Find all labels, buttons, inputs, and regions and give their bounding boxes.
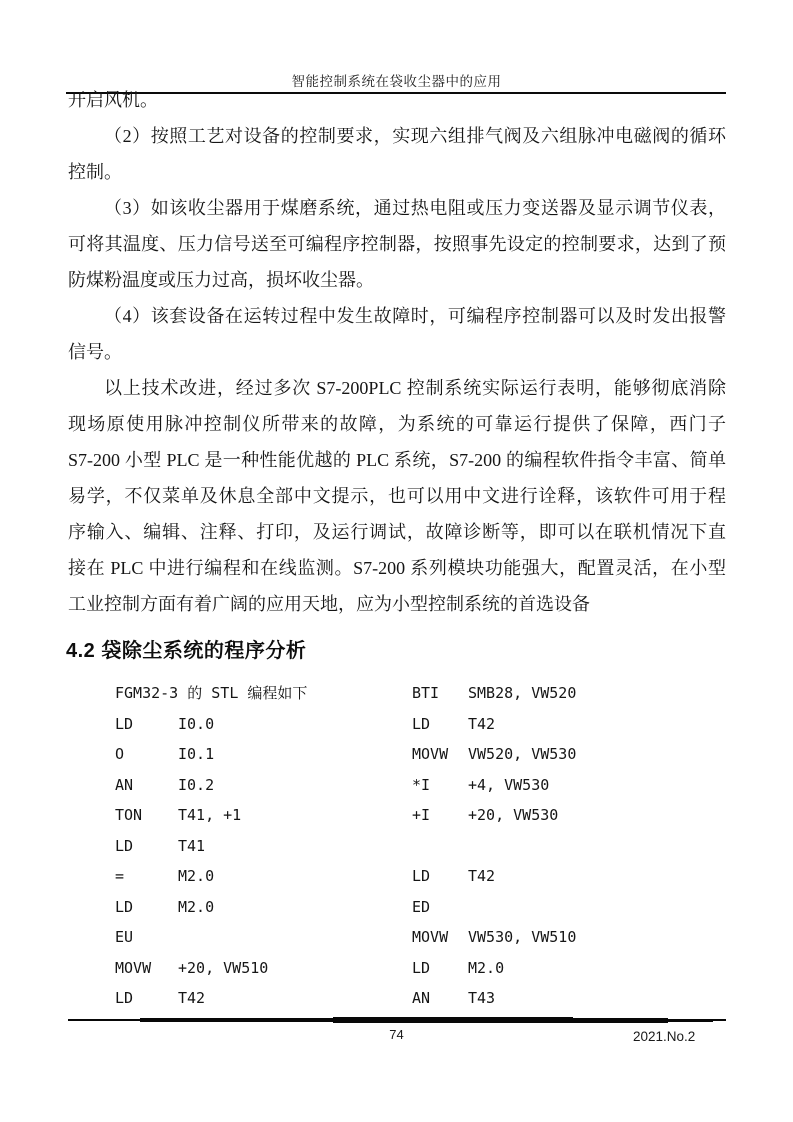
code-operand-right: T43 bbox=[468, 989, 496, 1007]
code-opcode-right: LD bbox=[412, 714, 431, 733]
code-row bbox=[0, 953, 793, 984]
code-opcode-left: LD bbox=[115, 714, 134, 733]
code-operand-left: +20, VW510 bbox=[178, 958, 269, 977]
code-operand-left: I0.1 bbox=[178, 745, 215, 763]
code-opcode-right: BTI bbox=[412, 684, 440, 702]
code-operand-left: T42 bbox=[178, 989, 206, 1007]
code-operand-left: T41 bbox=[178, 836, 206, 855]
body-line: 序输入、编辑、注释、打印，及运行调试，故障诊断等，即可以在联机情况下直 bbox=[68, 522, 726, 542]
code-row bbox=[0, 831, 793, 862]
code-operand-right: M2.0 bbox=[468, 958, 505, 977]
code-row bbox=[0, 770, 793, 801]
section-heading: 4.2 袋除尘系统的程序分析 bbox=[66, 640, 307, 662]
code-operand-left: I0.0 bbox=[178, 714, 215, 733]
code-opcode-right: AN bbox=[412, 989, 431, 1007]
code-opcode-right: LD bbox=[412, 958, 431, 977]
body-line: 现场原使用脉冲控制仪所带来的故障，为系统的可靠运行提供了保障，西门子 bbox=[68, 414, 726, 434]
code-opcode-left: = bbox=[115, 867, 125, 885]
code-opcode-left: LD bbox=[115, 836, 134, 855]
body-line: （2）按照工艺对设备的控制要求，实现六组排气阀及六组脉冲电磁阀的循环 bbox=[104, 126, 726, 146]
code-operand-right: +20, VW530 bbox=[468, 806, 559, 824]
code-opcode-left: LD bbox=[115, 897, 134, 916]
footer-rule bbox=[68, 1015, 726, 1024]
body-line: 信号。 bbox=[68, 342, 122, 362]
code-row bbox=[0, 861, 793, 892]
page-number: 74 bbox=[389, 1027, 404, 1042]
code-operand-left: M2.0 bbox=[178, 897, 215, 916]
body-line: 工业控制方面有着广阔的应用天地，应为小型控制系统的首选设备 bbox=[68, 594, 590, 614]
body-line: 以上技术改进，经过多次 S7-200PLC 控制系统实际运行表明，能够彻底消除 bbox=[104, 378, 726, 398]
footer-rule-segment bbox=[573, 1018, 668, 1023]
code-operand-right: VW520, VW530 bbox=[468, 745, 577, 763]
code-opcode-left: MOVW bbox=[115, 958, 152, 977]
code-row bbox=[0, 983, 793, 1014]
body-line: （3）如该收尘器用于煤磨系统，通过热电阻或压力变送器及显示调节仪表， bbox=[104, 198, 726, 218]
code-opcode-left: TON bbox=[115, 806, 143, 824]
code-opcode-right: MOVW bbox=[412, 745, 449, 763]
footer-rule-segment bbox=[140, 1018, 335, 1022]
body-line: （4）该套设备在运转过程中发生故障时，可编程序控制器可以及时发出报警 bbox=[104, 306, 726, 326]
code-row bbox=[0, 892, 793, 923]
code-opcode-right: +I bbox=[412, 806, 431, 824]
body-line: S7-200 小型 PLC 是一种性能优越的 PLC 系统，S7-200 的编程软件指令丰富、简单 bbox=[68, 450, 726, 470]
footer-rule-segment bbox=[333, 1017, 573, 1023]
code-operand-right: T42 bbox=[468, 867, 496, 885]
stl-code-listing bbox=[0, 678, 793, 1014]
code-opcode-left: LD bbox=[115, 989, 134, 1007]
code-operand-right: SMB28, VW520 bbox=[468, 684, 577, 702]
body-line: 易学，不仅菜单及休息全部中文提示，也可以用中文进行诠释，该软件可用于程 bbox=[68, 486, 726, 506]
code-opcode-left: O bbox=[115, 745, 125, 763]
journal-issue: 2021.No.2 bbox=[633, 1029, 696, 1044]
code-row bbox=[0, 800, 793, 831]
running-header-title: 智能控制系统在袋收尘器中的应用 bbox=[291, 74, 502, 89]
code-opcode-right: LD bbox=[412, 867, 431, 885]
code-operand-left: M2.0 bbox=[178, 867, 215, 885]
body-line: 控制。 bbox=[68, 162, 122, 182]
code-operand-left: T41, +1 bbox=[178, 806, 242, 824]
body-line: 防煤粉温度或压力过高，损坏收尘器。 bbox=[68, 270, 374, 290]
code-row bbox=[0, 922, 793, 953]
body-line: 可将其温度、压力信号送至可编程序控制器，按照事先设定的控制要求，达到了预 bbox=[68, 234, 726, 254]
code-opcode-right: ED bbox=[412, 897, 431, 916]
code-opcode-right: MOVW bbox=[412, 928, 449, 946]
footer-rule-segment bbox=[668, 1019, 713, 1022]
code-opcode-left: EU bbox=[115, 928, 134, 946]
code-intro-label: FGM32-3 的 STL 编程如下 bbox=[115, 684, 308, 702]
body-line: 开启风机。 bbox=[68, 90, 158, 110]
code-row bbox=[0, 678, 793, 709]
code-opcode-right: *I bbox=[412, 775, 431, 794]
code-operand-left: I0.2 bbox=[178, 775, 215, 794]
code-operand-right: +4, VW530 bbox=[468, 775, 550, 794]
code-operand-right: VW530, VW510 bbox=[468, 928, 577, 946]
code-operand-right: T42 bbox=[468, 714, 496, 733]
code-row bbox=[0, 739, 793, 770]
code-opcode-left: AN bbox=[115, 775, 134, 794]
body-line: 接在 PLC 中进行编程和在线监测。S7-200 系列模块功能强大，配置灵活，在小型 bbox=[68, 558, 726, 578]
code-row bbox=[0, 709, 793, 740]
body-text bbox=[68, 82, 726, 622]
